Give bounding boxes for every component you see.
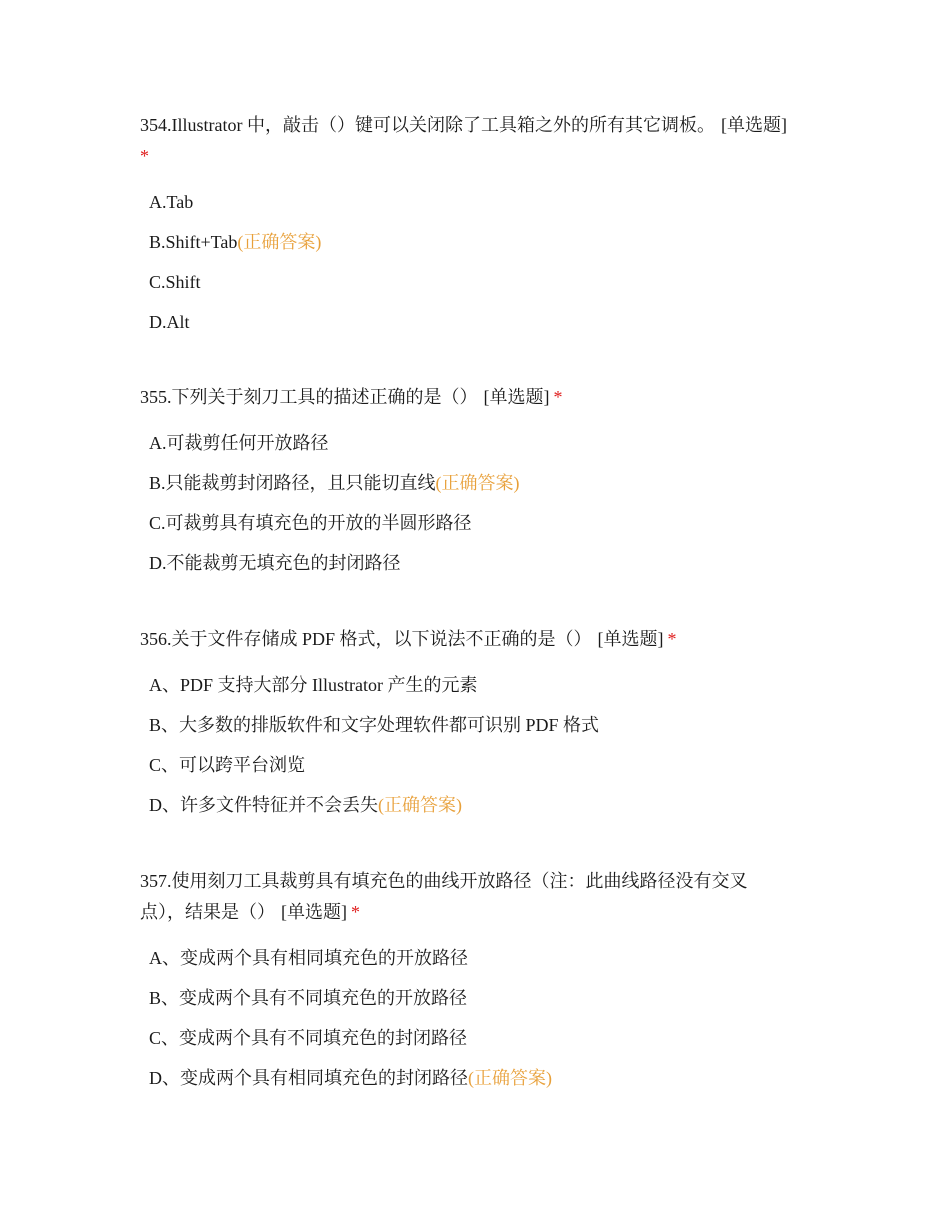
option-a	[140, 938, 820, 978]
option-a	[140, 665, 820, 705]
option-label: D.不能裁剪无填充色的封闭路径	[149, 553, 401, 573]
question-title	[140, 110, 820, 172]
option-c	[140, 745, 820, 785]
required-marker: *	[553, 387, 563, 407]
option-d	[140, 302, 820, 342]
option-c	[140, 503, 820, 543]
option-d	[140, 785, 820, 825]
required-marker: *	[140, 146, 149, 166]
option-label: B.Shift+Tab	[149, 232, 238, 252]
option-label: C.可裁剪具有填充色的开放的半圆形路径	[149, 513, 472, 533]
question-number: 357.	[140, 871, 172, 891]
question-title	[140, 866, 780, 928]
question-type: [单选题]	[720, 115, 787, 135]
option-d	[140, 1058, 820, 1098]
question-title	[140, 382, 820, 413]
option-a	[140, 182, 820, 222]
option-b	[140, 978, 820, 1018]
option-label: C、可以跨平台浏览	[149, 755, 306, 775]
option-label: A.可裁剪任何开放路径	[149, 433, 329, 453]
option-label: D.Alt	[149, 312, 190, 332]
question-type: [单选题]	[483, 387, 550, 407]
question-354	[140, 110, 820, 342]
option-b	[140, 463, 820, 503]
option-label: C.Shift	[149, 272, 201, 292]
option-c	[140, 1018, 820, 1058]
option-c	[140, 262, 820, 302]
option-a	[140, 423, 820, 463]
option-label: A、变成两个具有相同填充色的开放路径	[149, 948, 468, 968]
question-text: 下列关于刻刀工具的描述正确的是（）	[171, 387, 478, 407]
option-label: B、变成两个具有不同填充色的开放路径	[149, 988, 468, 1008]
option-label: B、大多数的排版软件和文字处理软件都可识别 PDF 格式	[149, 715, 600, 735]
option-list	[140, 423, 820, 583]
question-title	[140, 624, 820, 655]
option-list	[140, 665, 820, 825]
question-356	[140, 624, 820, 825]
option-label: D、许多文件特征并不会丢失	[149, 795, 378, 815]
required-marker: *	[351, 902, 360, 922]
option-d	[140, 543, 820, 583]
option-b	[140, 222, 820, 262]
question-355	[140, 382, 820, 583]
option-label: D、变成两个具有相同填充色的封闭路径	[149, 1068, 468, 1088]
correct-answer-mark: (正确答案)	[468, 1068, 552, 1088]
question-number: 354.	[140, 115, 172, 135]
option-b	[140, 705, 820, 745]
question-text: 关于文件存储成 PDF 格式，以下说法不正确的是（）	[171, 629, 592, 649]
question-type: [单选题]	[597, 629, 664, 649]
option-list	[140, 938, 820, 1098]
correct-answer-mark: (正确答案)	[435, 473, 520, 493]
correct-answer-mark: (正确答案)	[237, 232, 322, 252]
question-text: 使用刻刀工具裁剪具有填充色的曲线开放路径（注：此曲线路径没有交叉点），结果是（）	[140, 871, 748, 922]
question-number: 355.	[140, 387, 172, 407]
required-marker: *	[667, 629, 677, 649]
option-list	[140, 182, 820, 342]
question-text: Illustrator 中，敲击（）键可以关闭除了工具箱之外的所有其它调板。	[171, 115, 715, 135]
option-label: C、变成两个具有不同填充色的封闭路径	[149, 1028, 468, 1048]
correct-answer-mark: (正确答案)	[378, 795, 462, 815]
question-number: 356.	[140, 629, 172, 649]
option-label: B.只能裁剪封闭路径，且只能切直线	[149, 473, 436, 493]
question-type: [单选题]	[281, 902, 347, 922]
option-label: A、PDF 支持大部分 Illustrator 产生的元素	[149, 675, 478, 695]
question-357	[140, 866, 820, 1098]
option-label: A.Tab	[149, 192, 194, 212]
